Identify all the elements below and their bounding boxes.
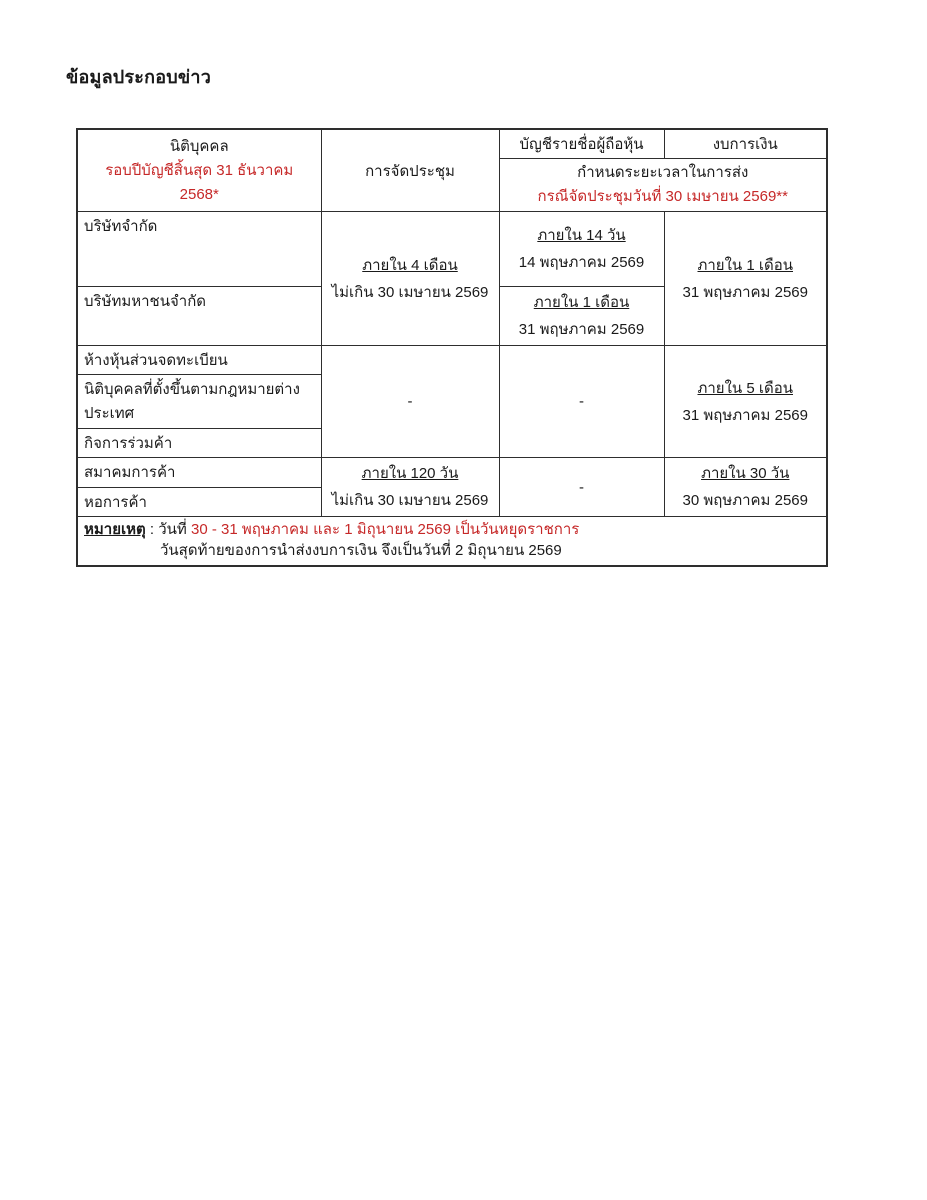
row-company-limited — [77, 212, 827, 287]
entity-chamber-of-commerce: หอการค้า — [77, 487, 321, 517]
footnote-label: หมายเหตุ — [84, 521, 146, 538]
shareholder-deadline-public-company — [499, 287, 664, 346]
footnote-line1 — [84, 519, 820, 540]
shareholder-public-company-line2: 31 พฤษภาคม 2569 — [518, 321, 645, 338]
footnote-line1-holiday-text: 30 - 31 พฤษภาคม และ 1 มิถุนายน 2569 เป็นวันหยุดราชการ — [190, 521, 580, 538]
entity-trade-association: สมาคมการค้า — [77, 458, 321, 488]
entity-company-limited: บริษัทจำกัด — [77, 212, 321, 287]
meeting-deadline-companies — [321, 212, 499, 346]
meeting-column-header: การจัดประชุม — [321, 129, 499, 212]
header-row-1 — [77, 129, 827, 159]
financial-partnerships-line1: ภายใน 5 เดือน — [697, 379, 793, 397]
page-title: ข้อมูลประกอบข่าว — [66, 67, 212, 87]
footnote-row — [77, 517, 827, 566]
shareholder-company-limited-line1: ภายใน 14 วัน — [537, 227, 626, 244]
meeting-deadline-associations — [321, 458, 499, 517]
financial-deadline-partnerships — [664, 346, 827, 458]
deadline-header-line2: กรณีจัดประชุมวันที่ 30 เมษายน 2569** — [537, 188, 788, 205]
meeting-associations-line1: ภายใน 120 วัน — [361, 465, 459, 482]
row-trade-association — [77, 458, 827, 488]
entity-registered-partnership: ห้างหุ้นส่วนจดทะเบียน — [77, 346, 321, 375]
shareholder-deadline-associations: - — [499, 458, 664, 517]
meeting-companies-line1: ภายใน 4 เดือน — [362, 256, 458, 274]
row-registered-partnership — [77, 346, 827, 375]
financial-partnerships-line2: 31 พฤษภาคม 2569 — [682, 406, 808, 424]
entity-header-line1: นิติบุคคล — [169, 137, 229, 155]
entity-foreign-juristic: นิติบุคคลที่ตั้งขึ้นตามกฎหมายต่างประเทศ — [77, 375, 321, 429]
shareholder-deadline-company-limited — [499, 212, 664, 287]
financial-deadline-companies — [664, 212, 827, 346]
entity-column-header — [77, 129, 321, 212]
footnote-cell — [77, 517, 827, 566]
footnote-line2: วันสุดท้ายของการนำส่งงบการเงิน จึงเป็นวันที่ 2 มิถุนายน 2569 — [160, 542, 562, 559]
shareholder-company-limited-line2: 14 พฤษภาคม 2569 — [518, 254, 645, 271]
meeting-associations-line2: ไม่เกิน 30 เมษายน 2569 — [331, 492, 489, 509]
financial-associations-line1: ภายใน 30 วัน — [701, 465, 790, 482]
entity-public-company: บริษัทมหาชนจำกัด — [77, 287, 321, 346]
shareholder-list-column-header: บัญชีรายชื่อผู้ถือหุ้น — [499, 129, 664, 159]
deadline-table — [76, 128, 828, 567]
meeting-deadline-partnerships: - — [321, 346, 499, 458]
deadline-table-container — [76, 128, 826, 567]
deadline-header-line1: กำหนดระยะเวลาในการส่ง — [577, 164, 749, 181]
financial-deadline-associations — [664, 458, 827, 517]
submission-deadline-header — [499, 159, 827, 212]
financial-companies-line2: 31 พฤษภาคม 2569 — [682, 283, 808, 301]
financial-companies-line1: ภายใน 1 เดือน — [697, 256, 793, 274]
financial-statement-column-header: งบการเงิน — [664, 129, 827, 159]
footnote-line1-prefix: : วันที่ — [145, 521, 191, 538]
entity-header-line2: รอบปีบัญชีสิ้นสุด 31 ธันวาคม 2568* — [105, 161, 294, 203]
financial-associations-line2: 30 พฤษภาคม 2569 — [682, 492, 808, 509]
entity-joint-venture: กิจการร่วมค้า — [77, 429, 321, 458]
shareholder-deadline-partnerships: - — [499, 346, 664, 458]
shareholder-public-company-line1: ภายใน 1 เดือน — [533, 294, 630, 311]
meeting-companies-line2: ไม่เกิน 30 เมษายน 2569 — [331, 283, 489, 301]
